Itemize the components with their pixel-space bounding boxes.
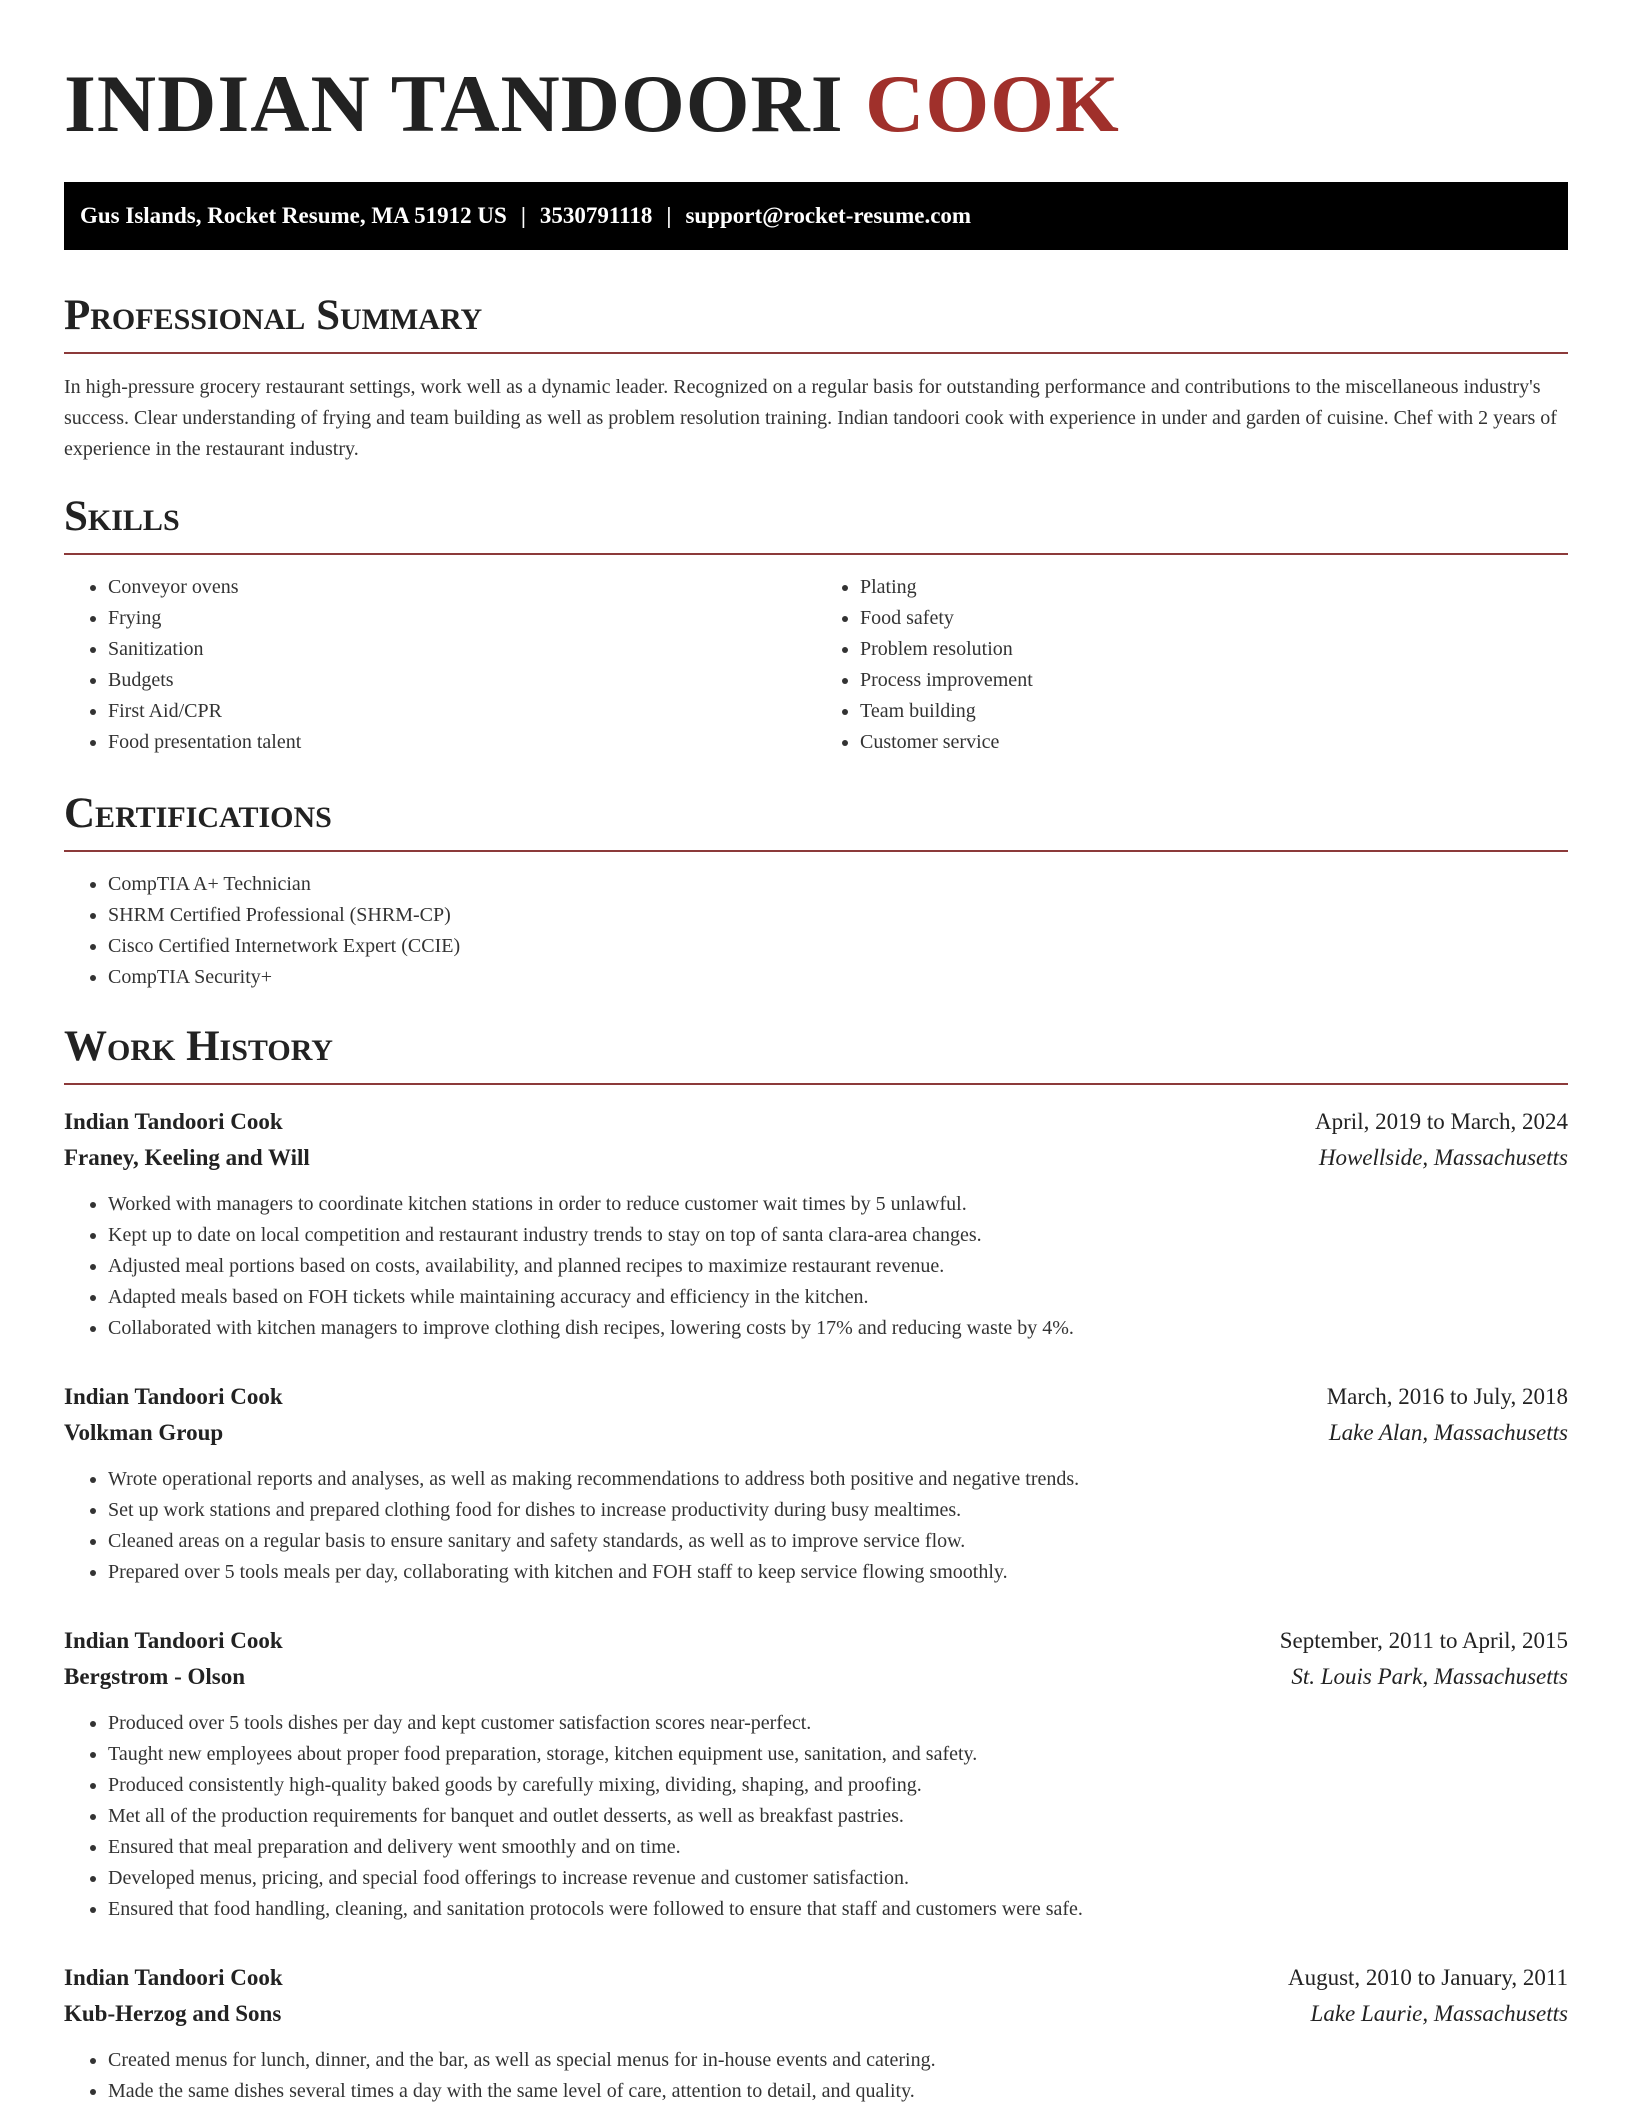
skills-list-right xyxy=(816,572,1568,758)
job-duty: • Collaborated with kitchen managers to improve clothing dish recipes, lowering costs by 17% and reducing waste by 4%. xyxy=(108,1313,1568,1344)
job-duties-list xyxy=(64,2045,1568,2107)
certifications-section xyxy=(64,788,1568,993)
job-duty: • Developed menus, pricing, and special food offerings to increase revenue and customer satisfaction. xyxy=(108,1863,1568,1894)
job-company-row xyxy=(64,1140,1568,1176)
job-company-row xyxy=(64,1659,1568,1695)
work-history-section xyxy=(64,1021,1568,2107)
contact-separator: | xyxy=(520,203,526,228)
job-entry xyxy=(64,1379,1568,1588)
work-history-heading: Work History xyxy=(64,1021,1568,1085)
skill-item: • First Aid/CPR xyxy=(108,696,816,727)
summary-heading: Professional Summary xyxy=(64,290,1568,354)
job-company: Volkman Group xyxy=(64,1420,224,1445)
title-accent: COOK xyxy=(865,58,1120,149)
job-company-row xyxy=(64,1996,1568,2032)
job-dates: April, 2019 to March, 2024 xyxy=(1315,1109,1568,1134)
skill-item: • Team building xyxy=(860,696,1568,727)
certifications-list xyxy=(64,869,1568,993)
job-duty: • Adapted meals based on FOH tickets while maintaining accuracy and efficiency in the kitchen. xyxy=(108,1282,1568,1313)
skill-item: • Process improvement xyxy=(860,665,1568,696)
certification-item: • CompTIA A+ Technician xyxy=(108,869,1568,900)
skill-item: • Food safety xyxy=(860,603,1568,634)
job-duty: • Produced consistently high-quality baked goods by carefully mixing, dividing, shaping, and proofing. xyxy=(108,1770,1568,1801)
job-duty: • Ensured that food handling, cleaning, and sanitation protocols were followed to ensure that staff and customers were safe. xyxy=(108,1894,1568,1925)
job-duty: • Set up work stations and prepared clothing food for dishes to increase productivity during busy mealtimes. xyxy=(108,1495,1568,1526)
job-duties-list xyxy=(64,1464,1568,1588)
skill-item: • Frying xyxy=(108,603,816,634)
job-duty: • Cleaned areas on a regular basis to ensure sanitary and safety standards, as well as to improve service flow. xyxy=(108,1526,1568,1557)
job-title: Indian Tandoori Cook xyxy=(64,1965,283,1990)
skill-item: • Plating xyxy=(860,572,1568,603)
skills-list-left xyxy=(64,572,816,758)
job-entry xyxy=(64,1104,1568,1344)
job-duty: • Met all of the production requirements for banquet and outlet desserts, as well as breakfast pastries. xyxy=(108,1801,1568,1832)
job-duty: • Prepared over 5 tools meals per day, collaborating with kitchen and FOH staff to keep service flowing smoothly. xyxy=(108,1557,1568,1588)
job-location: Howellside, Massachusetts xyxy=(1318,1145,1568,1170)
certifications-heading: Certifications xyxy=(64,788,1568,852)
contact-address: Gus Islands, Rocket Resume, MA 51912 US xyxy=(80,203,507,228)
contact-bar xyxy=(64,182,1568,250)
job-duty: • Kept up to date on local competition and restaurant industry trends to stay on top of santa clara-area changes. xyxy=(108,1220,1568,1251)
skills-heading: Skills xyxy=(64,491,1568,555)
title-main: INDIAN TANDOORI xyxy=(64,58,844,149)
job-duty: • Wrote operational reports and analyses, as well as making recommendations to address both positive and negative trends. xyxy=(108,1464,1568,1495)
job-duties-list xyxy=(64,1708,1568,1925)
job-duty: • Taught new employees about proper food preparation, storage, kitchen equipment use, sanitation, and safety. xyxy=(108,1739,1568,1770)
job-duties-list xyxy=(64,1189,1568,1344)
skills-grid xyxy=(64,572,1568,758)
contact-separator: | xyxy=(666,203,672,228)
certification-item: • CompTIA Security+ xyxy=(108,962,1568,993)
job-title: Indian Tandoori Cook xyxy=(64,1628,283,1653)
job-dates: September, 2011 to April, 2015 xyxy=(1279,1628,1568,1653)
summary-section xyxy=(64,290,1568,465)
certification-item: • Cisco Certified Internetwork Expert (CCIE) xyxy=(108,931,1568,962)
skill-item: • Sanitization xyxy=(108,634,816,665)
job-duty: • Created menus for lunch, dinner, and the bar, as well as special menus for in-house events and catering. xyxy=(108,2045,1568,2076)
contact-email: support@rocket-resume.com xyxy=(685,203,972,228)
skills-section xyxy=(64,491,1568,758)
job-dates: August, 2010 to January, 2011 xyxy=(1287,1965,1568,1990)
job-duty: • Produced over 5 tools dishes per day and kept customer satisfaction scores near-perfect. xyxy=(108,1708,1568,1739)
skill-item: • Conveyor ovens xyxy=(108,572,816,603)
job-entry xyxy=(64,1960,1568,2107)
contact-phone: 3530791118 xyxy=(539,203,653,228)
skill-item: • Budgets xyxy=(108,665,816,696)
job-title: Indian Tandoori Cook xyxy=(64,1384,283,1409)
job-header-row xyxy=(64,1960,1568,1996)
job-company: Kub-Herzog and Sons xyxy=(64,2001,282,2026)
skill-item: • Food presentation talent xyxy=(108,727,816,758)
job-company: Bergstrom - Olson xyxy=(64,1664,246,1689)
certification-item: • SHRM Certified Professional (SHRM-CP) xyxy=(108,900,1568,931)
skill-item: • Customer service xyxy=(860,727,1568,758)
skill-item: • Problem resolution xyxy=(860,634,1568,665)
job-duty: • Ensured that meal preparation and delivery went smoothly and on time. xyxy=(108,1832,1568,1863)
summary-text: In high-pressure grocery restaurant settings, work well as a dynamic leader. Recognized on a regular basis for outstanding performance and contributions to the miscellaneous industry's success. Clear understanding of frying and team building as well as problem resolution training. Indian tandoori cook with experience in under and garden of cuisine. Chef with 2 years of experience in the restaurant industry. xyxy=(64,376,1557,460)
job-location: Lake Alan, Massachusetts xyxy=(1328,1420,1568,1445)
job-header-row xyxy=(64,1623,1568,1659)
job-location: Lake Laurie, Massachusetts xyxy=(1310,2001,1568,2026)
job-header-row xyxy=(64,1379,1568,1415)
job-location: St. Louis Park, Massachusetts xyxy=(1291,1664,1568,1689)
job-header-row xyxy=(64,1104,1568,1140)
job-company: Franey, Keeling and Will xyxy=(64,1145,310,1170)
resume-title xyxy=(64,58,1568,150)
job-title: Indian Tandoori Cook xyxy=(64,1109,283,1134)
job-entry xyxy=(64,1623,1568,1925)
job-duty: • Worked with managers to coordinate kitchen stations in order to reduce customer wait times by 5 unlawful. xyxy=(108,1189,1568,1220)
job-dates: March, 2016 to July, 2018 xyxy=(1326,1384,1568,1409)
job-duty: • Made the same dishes several times a day with the same level of care, attention to detail, and quality. xyxy=(108,2076,1568,2107)
job-company-row xyxy=(64,1415,1568,1451)
job-duty: • Adjusted meal portions based on costs, availability, and planned recipes to maximize restaurant revenue. xyxy=(108,1251,1568,1282)
